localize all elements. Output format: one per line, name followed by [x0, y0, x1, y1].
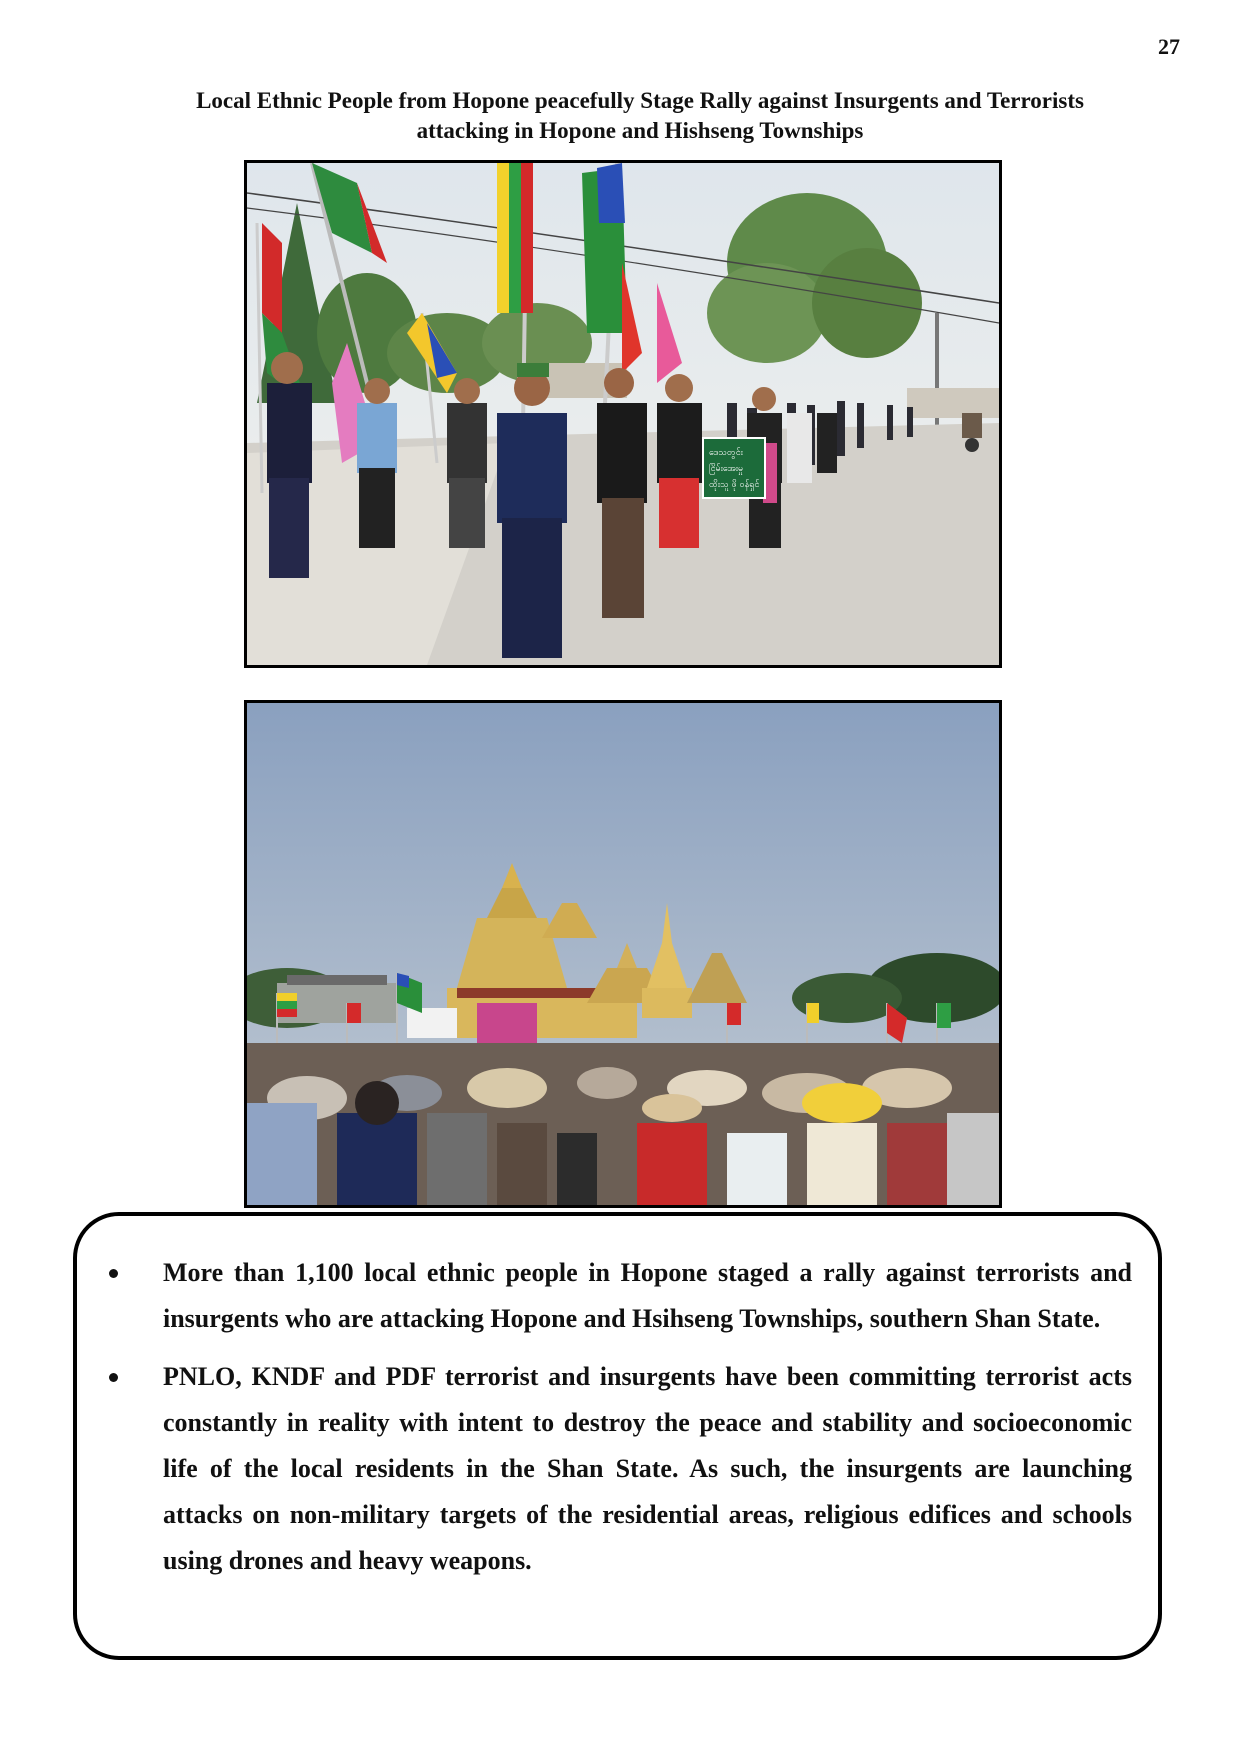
rally-march-image [247, 163, 999, 665]
bullet-dot [109, 1373, 118, 1382]
bullet-dot [109, 1269, 118, 1278]
bullet-text: PNLO, KNDF and PDF terrorist and insurgents have been committing terrorist acts constantly in reality with intent to destroy the peace and stability and socioeconomic life of the local residents in the Shan State. As such, the insurgents are launching attacks on non-military targets of the residential areas, religious edifices and schools using drones and heavy weapons. [163, 1362, 1132, 1575]
banner-text-2: ငြိမ်းအေးမှု [709, 464, 744, 474]
title-line-1: Local Ethnic People from Hopone peacefully Stage Rally against Insurgents and Terrorists [196, 88, 1084, 113]
summary-box [73, 1212, 1162, 1660]
title-line-2: attacking in Hopone and Hishseng Townships [416, 118, 864, 143]
bullet-item [101, 1354, 1132, 1584]
banner-text-1: ဒေသတွင်း [709, 448, 743, 458]
page-title [120, 86, 1160, 146]
page-number: 27 [1158, 34, 1180, 59]
pagoda-crowd-photo [244, 700, 1002, 1208]
bullet-item [101, 1250, 1132, 1342]
bullet-text: More than 1,100 local ethnic people in Hopone staged a rally against terrorists and insurgents who are attacking Hopone and Hsihseng Townships, southern Shan State. [163, 1258, 1132, 1333]
banner-text-3: ထိုးသူ ဖို ဝန်ရှင် [709, 480, 760, 490]
rally-march-photo [244, 160, 1002, 668]
pagoda-crowd-image [247, 703, 999, 1205]
bullet-list [101, 1250, 1132, 1596]
